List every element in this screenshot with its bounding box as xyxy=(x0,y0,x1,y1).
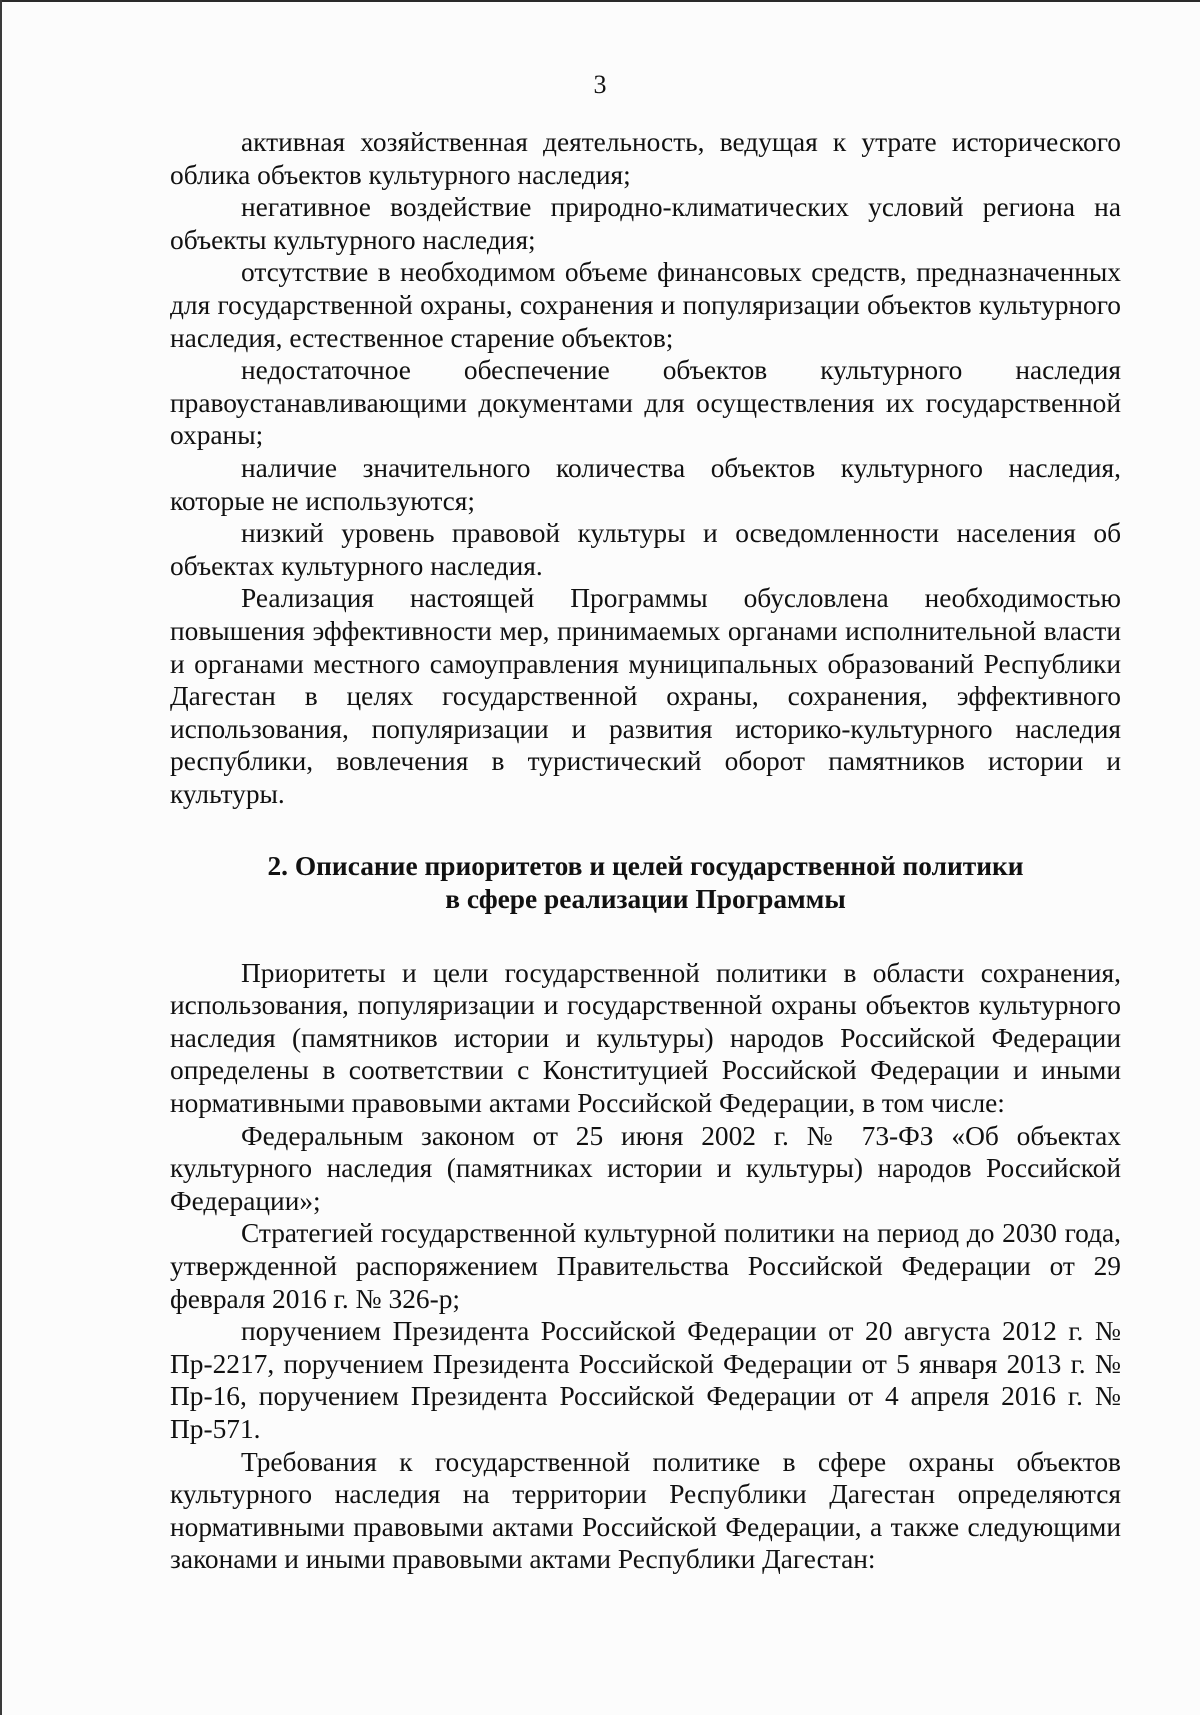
paragraph: поручением Президента Российской Федерации от 20 августа 2012 г. № Пр-2217, поручением Президента Российской Федерации от 5 января 2013 г. № Пр-16, поручением Президента Российской Федерации от 4 апреля 2016 г. № Пр-571. xyxy=(170,1316,1121,1444)
paragraph: недостаточное обеспечение объектов культурного наследия правоустанавливающими документами для осуществления их государственной охраны; xyxy=(170,355,1121,451)
paragraph: Приоритеты и цели государственной политики в области сохранения, использования, популяризации и государственной охраны объектов культурного наследия (памятников истории и культуры) народов Российской Федерации определены в соответствии с Конституцией Российской Федерации и иными нормативными правовыми актами Российской Федерации, в том числе: xyxy=(170,957,1121,1119)
paragraph: Реализация настоящей Программы обусловлена необходимостью повышения эффективности мер, принимаемых органами исполнительной власти и органами местного самоуправления муниципальных образований Республики Дагестан в целях государственной охраны, сохранения, эффективного использования, популяризации и развития историко-культурного наследия республики, вовлечения в туристический оборот памятников истории и культуры. xyxy=(170,583,1121,809)
paragraph: Стратегией государственной культурной политики на период до 2030 года, утвержденной распоряжением Правительства Российской Федерации от 29 февраля 2016 г. № 326-р; xyxy=(170,1218,1121,1314)
paragraph: Требования к государственной политике в сфере охраны объектов культурного наследия на территории Республики Дагестан определяются нормативными правовыми актами Российской Федерации, а также следующими законами и иными правовыми актами Республики Дагестан: xyxy=(170,1446,1121,1575)
document-body xyxy=(170,126,1121,1576)
paragraph: активная хозяйственная деятельность, ведущая к утрате исторического облика объектов культурного наследия; xyxy=(170,127,1121,190)
paragraph: негативное воздействие природно-климатических условий региона на объекты культурного наследия; xyxy=(170,192,1121,255)
scan-edge-top xyxy=(0,0,1200,2)
paragraph: Федеральным законом от 25 июня 2002 г. № 73-ФЗ «Об объектах культурного наследия (памятниках истории и культуры) народов Российской Федерации»; xyxy=(170,1120,1121,1216)
paragraph: низкий уровень правовой культуры и осведомленности населения об объектах культурного наследия. xyxy=(170,518,1121,581)
section-heading-line: в сфере реализации Программы xyxy=(445,884,846,915)
paragraph: наличие значительного количества объектов культурного наследия, которые не используются; xyxy=(170,452,1121,516)
section-heading-line: 2. Описание приоритетов и целей государственной политики xyxy=(267,851,1024,882)
paragraph: отсутствие в необходимом объеме финансовых средств, предназначенных для государственной охраны, сохранения и популяризации объектов культурного наследия, естественное старение объектов; xyxy=(170,257,1121,353)
section-heading xyxy=(170,850,1121,915)
page-number: 3 xyxy=(593,70,607,99)
scan-edge-left xyxy=(0,0,2,1715)
